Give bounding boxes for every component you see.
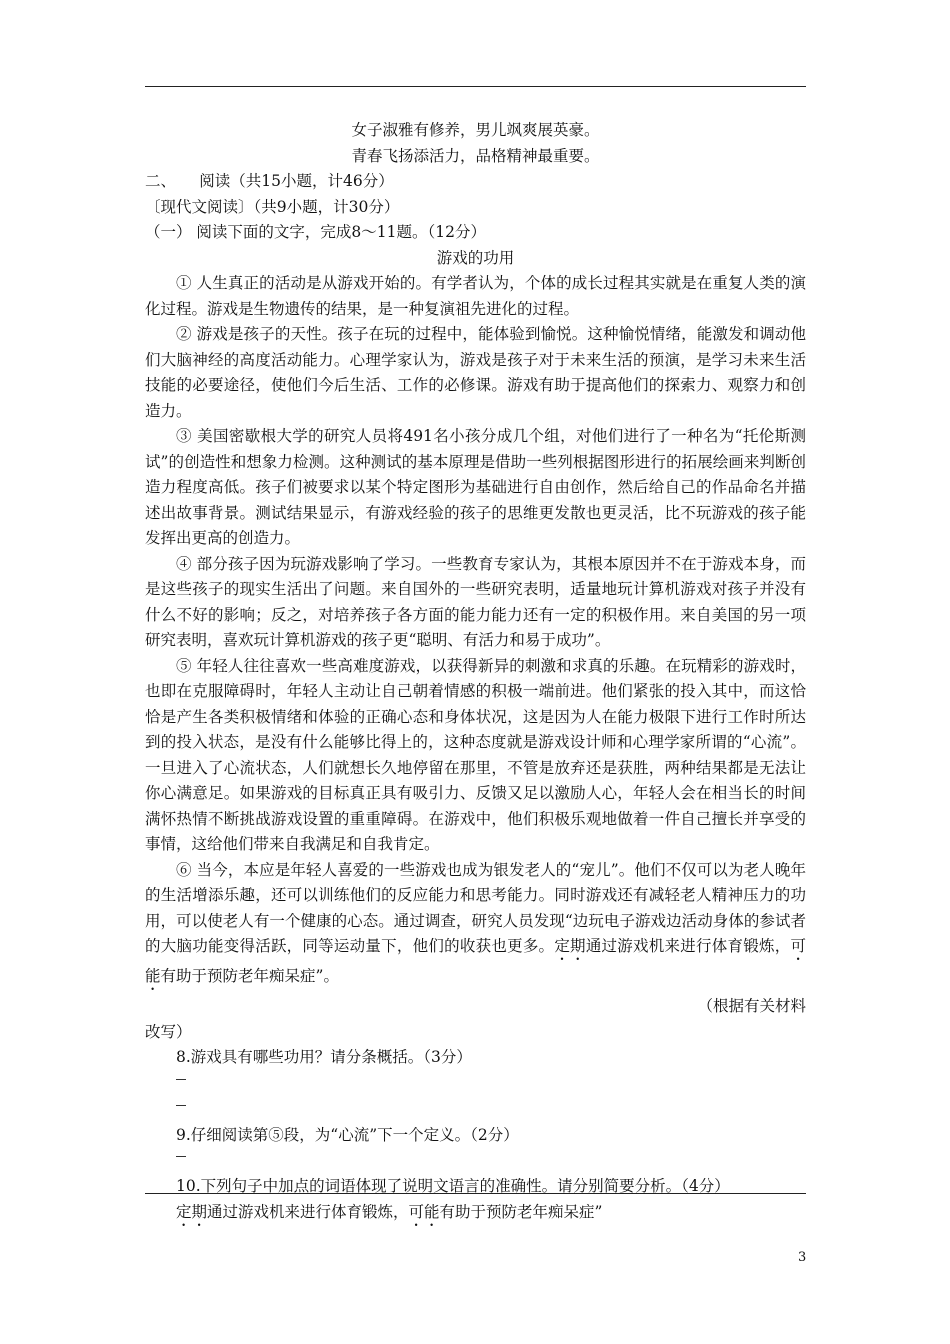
p6-dotted-word-2: 可能 [145, 937, 806, 985]
article-paragraph-2: ② 游戏是孩子的天性。孩子在玩的过程中，能体验到愉悦。这种愉悦情绪，能激发和调动他们大脑神经的高度活动能力。心理学家认为，游戏是孩子对于未来生活的预演，是学习未来生活技能的必要途径，使他们今后生活、工作的必修课。游戏有助于提高他们的探索力、观察力和创造力。 [145, 325, 806, 420]
article-paragraph-1: ① 人生真正的活动是从游戏开始的。有学者认为，个体的成长过程其实就是在重复人类的演化过程。游戏是生物遗传的结果，是一种复演祖先进化的过程。 [145, 274, 806, 318]
answer-blank-8b[interactable] [145, 1097, 806, 1123]
page-number: 3 [798, 1250, 807, 1265]
q10-mid-text: 通过游戏机来进行体育锻炼， [207, 1202, 409, 1221]
part-title: （一） 阅读下面的文字，完成8～11题。（12分） [145, 223, 486, 241]
question-10: 10.下列句子中加点的词语体现了说明文语言的准确性。请分别简要分析。（4分） [176, 1177, 730, 1195]
q10-end-text: 有助于预防老年痴呆症” [439, 1202, 603, 1221]
p6-main-text: ⑥ 当今，本应是年轻人喜爱的一些游戏也成为银发老人的“宠儿”。他们不仅可以为老人晚年的生活增添乐趣，还可以训练他们的反应能力和思考能力。同时游戏还有减轻老人精神压力的功用，可以使老人有一个健康的心态。通过调查，研究人员发现“边玩电子游戏边活动身体的参试者的大脑功能变得活跃，同等运动量下，他们的收获也更多。 [145, 860, 806, 955]
footer-rule [145, 1193, 806, 1194]
p6-dotted-word-1: 定期 [554, 937, 586, 955]
article-paragraph-6 [145, 858, 806, 995]
motto-line-1: 女子淑雅有修养，男儿飒爽展英豪。 [351, 121, 600, 139]
question-9: 9.仔细阅读第⑤段，为“心流”下一个定义。（2分） [176, 1125, 519, 1144]
article-paragraph-3: ③ 美国密歇根大学的研究人员将491名小孩分成几个组，对他们进行了一种名为“托伦斯测试”的创造性和想象力检测。这种测试的基本原理是借助一些列根据图形进行的拓展绘画来判断创造力程度高低。孩子们被要求以某个特定图形为基础进行自由创作，然后给自己的作品命名并描述出故事背景。测试结果显示，有游戏经验的孩子的思维更发散也更灵活，比不玩游戏的孩子能发挥出更高的创造力。 [145, 427, 806, 547]
header-rule [145, 86, 806, 87]
question-10-sentence [145, 1200, 806, 1230]
answer-blank-8a[interactable] [145, 1071, 806, 1097]
article-paragraph-5: ⑤ 年轻人往往喜欢一些高难度游戏，以获得新异的刺激和求真的乐趣。在玩精彩的游戏时，也即在克服障碍时，年轻人主动让自己朝着情感的积极一端前进。他们紧张的投入其中，而这恰恰是产生各类积极情绪和体验的正确心态和身体状况，这是因为人在能力极限下进行工作时所达到的投入状态，是没有什么能够比得上的，这种态度就是游戏设计师和心理学家所谓的“心流”。一旦进入了心流状态，人们就想长久地停留在那里，不管是放弃还是获胜，两种结果都是无法让你心满意足。如果游戏的目标真正具有吸引力、反馈又足以激励人心，年轻人会在相当长的时间满怀热情不断挑战游戏设置的重重障碍。在游戏中，他们积极乐观地做着一件自己擅长并享受的事情，这给他们带来自我满足和自我肯定。 [145, 656, 806, 853]
subsection-title: 〔现代文阅读〕（共9小题，计30分） [145, 197, 400, 216]
section-title: 二、 阅读（共15小题，计46分） [145, 172, 394, 190]
content-body [145, 118, 806, 1230]
article-title: 游戏的功用 [436, 248, 515, 267]
p6-mid-text: 通过游戏机来进行体育锻炼， [585, 937, 791, 955]
article-paragraph-4: ④ 部分孩子因为玩游戏影响了学习。一些教育专家认为，其根本原因并不在于游戏本身，而是这些孩子的现实生活出了问题。来自国外的一些研究表明，适量地玩计算机游戏对孩子并没有什么不好的影响；反之，对培养孩子各方面的能力能力还有一定的积极作用。来自美国的另一项研究表明，喜欢玩计算机游戏的孩子更“聪明、有活力和易于成功”。 [145, 554, 806, 649]
answer-blank-9[interactable] [145, 1148, 806, 1174]
p6-end-text: 有助于预防老年痴呆症”。 [160, 967, 339, 985]
source-note-part-2: 改写） [145, 1022, 192, 1041]
q10-dotted-word-2: 可能 [408, 1202, 440, 1221]
q10-dotted-word-1: 定期 [176, 1202, 208, 1221]
motto-line-2: 青春飞扬添活力，品格精神最重要。 [351, 146, 600, 165]
source-note-part-1: （根据有关材料 [697, 997, 806, 1015]
question-8: 8.游戏具有哪些功用？请分条概括。（3分） [176, 1048, 472, 1066]
